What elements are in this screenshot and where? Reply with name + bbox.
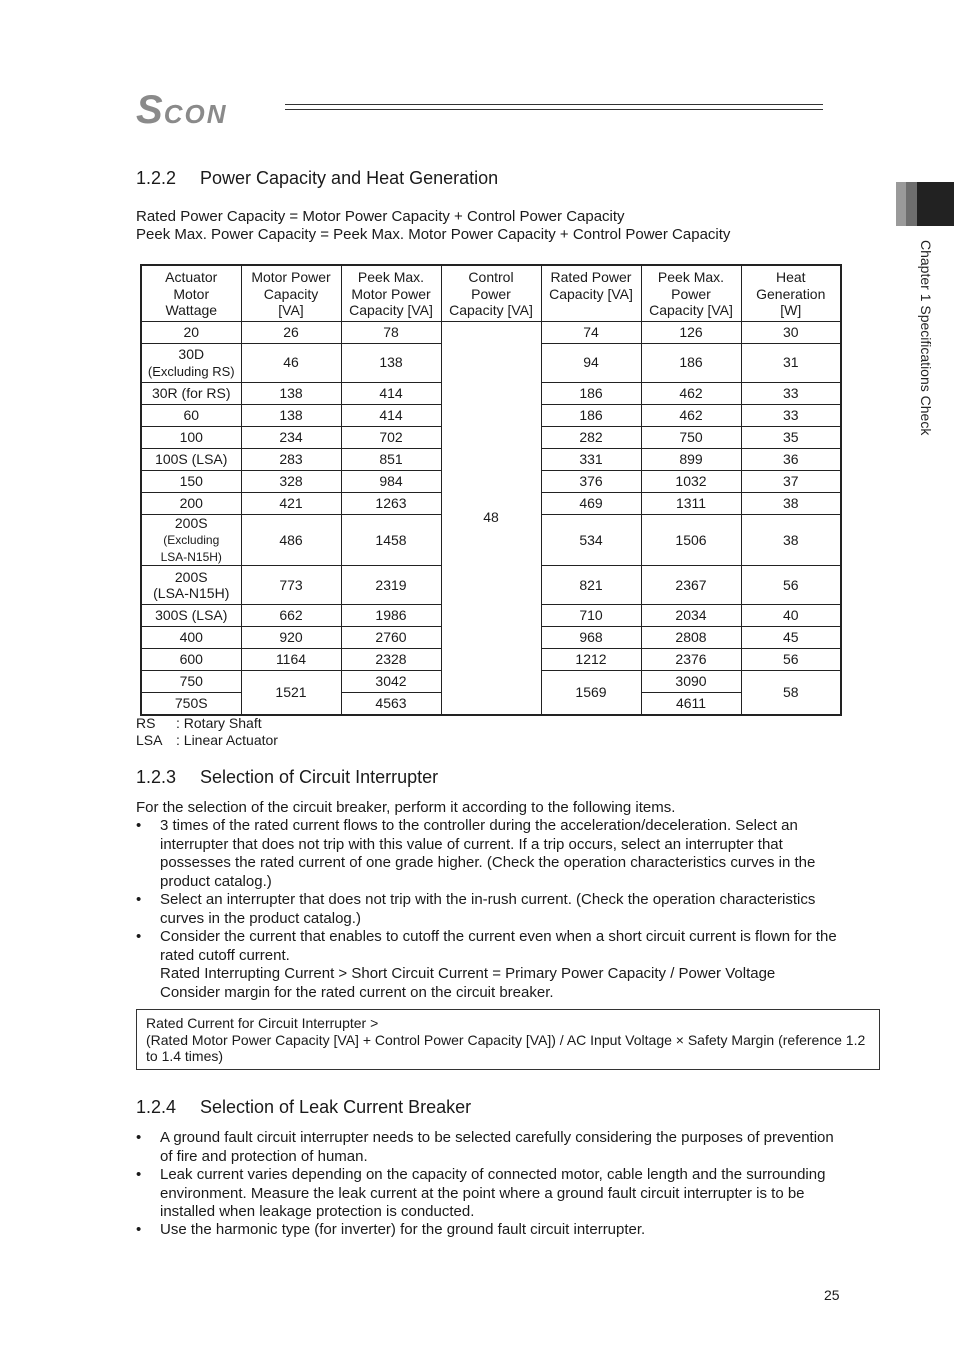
chapter-tab-marker <box>896 182 906 226</box>
cell-wattage: 300S (LSA) <box>141 605 241 627</box>
cell-rated: 968 <box>541 627 641 649</box>
list-item: • Leak current varies depending on the capacity of connected motor, cable length and the surrounding environment. Measure the leak current at the point where a ground fault circuit interrupter is to be installed when leakage protection is conducted. <box>136 1166 826 1220</box>
cell-peek: 462 <box>641 382 741 404</box>
cell-wattage: 400 <box>141 627 241 649</box>
cell-rated: 186 <box>541 404 641 426</box>
cell-wattage: 20 <box>141 321 241 343</box>
cell-peek-motor: 851 <box>341 448 441 470</box>
cell-motor-capacity: 283 <box>241 448 341 470</box>
cell-heat: 56 <box>741 566 841 605</box>
cell-peek: 750 <box>641 426 741 448</box>
cell-rated: 94 <box>541 343 641 382</box>
cell-rated: 282 <box>541 426 641 448</box>
cell-wattage: 200S (Excluding LSA-N15H) <box>141 514 241 566</box>
cell-motor-capacity: 138 <box>241 382 341 404</box>
cell-rated: 1212 <box>541 649 641 671</box>
page-number: 25 <box>824 1287 840 1303</box>
cell-peek-motor: 3042 <box>341 671 441 693</box>
cell-peek-motor: 138 <box>341 343 441 382</box>
cell-peek-motor: 1458 <box>341 514 441 566</box>
list-item: • Consider the current that enables to cutoff the current even when a short circuit current is flown for the rated cutoff current. Rated Interrupting Current > Short Circuit Current = Primary Power Capacity / Power Voltage Consider margin for the rated current on the circuit breaker. <box>136 928 837 1001</box>
cell-heat: 37 <box>741 470 841 492</box>
cell-rated: 331 <box>541 448 641 470</box>
cell-peek-motor: 2760 <box>341 627 441 649</box>
cell-wattage: 600 <box>141 649 241 671</box>
cell-rated: 186 <box>541 382 641 404</box>
cell-motor-capacity: 1164 <box>241 649 341 671</box>
cell-heat: 38 <box>741 514 841 566</box>
cell-heat: 33 <box>741 404 841 426</box>
cell-peek-motor: 414 <box>341 404 441 426</box>
cell-heat: 31 <box>741 343 841 382</box>
circuit-breaker-intro: For the selection of the circuit breaker, perform it according to the following items. <box>136 799 676 816</box>
cell-wattage: 100 <box>141 426 241 448</box>
cell-wattage: 30R (for RS) <box>141 382 241 404</box>
cell-peek: 4611 <box>641 693 741 715</box>
cell-motor-capacity: 662 <box>241 605 341 627</box>
cell-peek-motor: 414 <box>341 382 441 404</box>
rated-current-formula-box: Rated Current for Circuit Interrupter > (Rated Motor Power Capacity [VA] + Control Power Capacity [VA]) / AC Input Voltage × Safety Margin (reference 1.2 to 1.4 times) <box>136 1009 880 1070</box>
cell-peek: 2376 <box>641 649 741 671</box>
list-item: • Use the harmonic type (for inverter) for the ground fault circuit interrupter. <box>136 1221 646 1238</box>
cell-wattage: 30D (Excluding RS) <box>141 343 241 382</box>
cell-peek: 126 <box>641 321 741 343</box>
cell-heat: 33 <box>741 382 841 404</box>
cell-heat: 35 <box>741 426 841 448</box>
rated-power-formula: Rated Power Capacity = Motor Power Capacity + Control Power Capacity <box>136 208 625 225</box>
cell-wattage: 200 <box>141 492 241 514</box>
header-control-power-capacity: Control Power Capacity [VA] <box>441 265 541 321</box>
cell-motor-capacity: 920 <box>241 627 341 649</box>
list-item: • Select an interrupter that does not trip with the in-rush current. (Check the operation characteristics curves in the product catalog.) <box>136 891 816 927</box>
section-heading-1-2-3: 1.2.3 Selection of Circuit Interrupter <box>136 767 439 787</box>
power-capacity-table <box>140 264 842 716</box>
cell-heat: 45 <box>741 627 841 649</box>
cell-peek-motor: 78 <box>341 321 441 343</box>
header-peek-max-motor-power: Peek Max. Motor Power Capacity [VA] <box>341 265 441 321</box>
chapter-tab-marker <box>917 182 954 226</box>
cell-peek: 899 <box>641 448 741 470</box>
cell-wattage: 60 <box>141 404 241 426</box>
cell-motor-capacity: 486 <box>241 514 341 566</box>
cell-heat: 56 <box>741 649 841 671</box>
cell-motor-capacity: 328 <box>241 470 341 492</box>
cell-peek-motor: 1263 <box>341 492 441 514</box>
cell-motor-capacity: 234 <box>241 426 341 448</box>
cell-heat: 40 <box>741 605 841 627</box>
cell-peek-motor: 2319 <box>341 566 441 605</box>
cell-motor-capacity: 46 <box>241 343 341 382</box>
header-actuator-motor-wattage: Actuator Motor Wattage <box>141 265 241 321</box>
cell-rated: 534 <box>541 514 641 566</box>
cell-rated: 74 <box>541 321 641 343</box>
cell-rated: 821 <box>541 566 641 605</box>
cell-heat: 38 <box>741 492 841 514</box>
cell-peek-motor: 2328 <box>341 649 441 671</box>
table-row <box>141 321 841 343</box>
cell-peek-motor: 702 <box>341 426 441 448</box>
table-note-lsa: LSA : Linear Actuator <box>136 732 278 748</box>
list-item: • 3 times of the rated current flows to the controller during the acceleration/deceleration. Select an interrupter that does not trip with this value of current. If a trip occurs, select an interrupter that possesses the rated current of one grade higher. (Check the operation characteristics curves in the product catalog.) <box>136 817 816 890</box>
cell-wattage: 750 <box>141 671 241 693</box>
cell-rated: 1569 <box>541 671 641 715</box>
cell-wattage: 200S (LSA-N15H) <box>141 566 241 605</box>
list-item: • A ground fault circuit interrupter needs to be selected carefully considering the purposes of prevention of fire and protection of human. <box>136 1129 834 1165</box>
cell-wattage: 100S (LSA) <box>141 448 241 470</box>
cell-peek: 2034 <box>641 605 741 627</box>
cell-peek: 3090 <box>641 671 741 693</box>
header-rule <box>285 109 823 110</box>
cell-wattage: 750S <box>141 693 241 715</box>
cell-control-power: 48 <box>441 321 541 715</box>
cell-peek: 2367 <box>641 566 741 605</box>
cell-peek-motor: 4563 <box>341 693 441 715</box>
header-peek-max-power-capacity: Peek Max. Power Capacity [VA] <box>641 265 741 321</box>
cell-peek: 1506 <box>641 514 741 566</box>
cell-motor-capacity: 773 <box>241 566 341 605</box>
chapter-side-title: Chapter 1 Specifications Check <box>918 240 934 436</box>
cell-peek-motor: 984 <box>341 470 441 492</box>
header-rule <box>285 104 823 105</box>
cell-peek: 186 <box>641 343 741 382</box>
chapter-tab-marker <box>906 182 917 226</box>
section-heading-1-2-2: 1.2.2 Power Capacity and Heat Generation <box>136 168 499 188</box>
header-motor-power-capacity: Motor Power Capacity [VA] <box>241 265 341 321</box>
header-heat-generation: Heat Generation [W] <box>741 265 841 321</box>
table-header-row <box>141 265 841 321</box>
cell-motor-capacity: 1521 <box>241 671 341 715</box>
cell-motor-capacity: 138 <box>241 404 341 426</box>
cell-peek-motor: 1986 <box>341 605 441 627</box>
cell-heat: 30 <box>741 321 841 343</box>
cell-heat: 58 <box>741 671 841 715</box>
cell-peek: 2808 <box>641 627 741 649</box>
peek-power-formula: Peek Max. Power Capacity = Peek Max. Motor Power Capacity + Control Power Capacity <box>136 226 731 243</box>
cell-peek: 462 <box>641 404 741 426</box>
cell-wattage: 150 <box>141 470 241 492</box>
cell-rated: 376 <box>541 470 641 492</box>
cell-rated: 710 <box>541 605 641 627</box>
scon-logo: SCON <box>136 88 228 132</box>
cell-motor-capacity: 26 <box>241 321 341 343</box>
table-note-rs: RS : Rotary Shaft <box>136 715 262 731</box>
section-heading-1-2-4: 1.2.4 Selection of Leak Current Breaker <box>136 1097 472 1117</box>
cell-peek: 1311 <box>641 492 741 514</box>
cell-rated: 469 <box>541 492 641 514</box>
cell-motor-capacity: 421 <box>241 492 341 514</box>
header-rated-power-capacity: Rated Power Capacity [VA] <box>541 265 641 321</box>
cell-peek: 1032 <box>641 470 741 492</box>
cell-heat: 36 <box>741 448 841 470</box>
